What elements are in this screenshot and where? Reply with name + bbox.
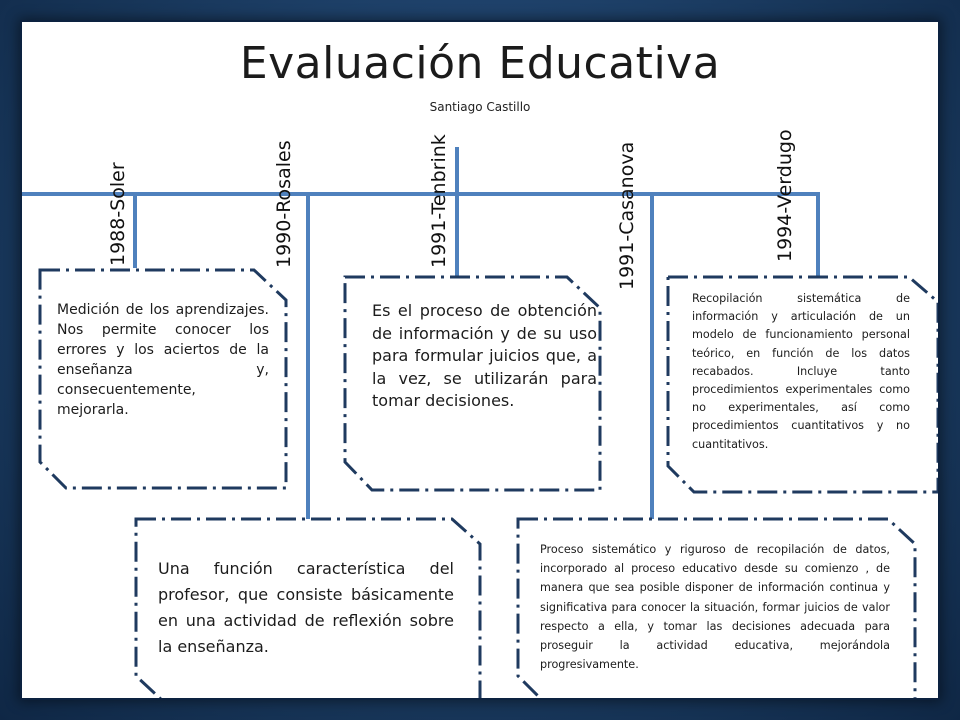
year-label-rosales: 1990-Rosales: [273, 140, 295, 268]
definition-text-casanova: Proceso sistemático y riguroso de recopilación de datos, incorporado al proceso educativo desde su comienzo , de manera que sea posible disponer de información continua y significativa para conocer la situación, formar juicios de valor respecto a ella, y tomar las decisiones adecuada para proseguir la actividad educativa, mejorándola progresivamente.: [540, 543, 890, 672]
year-label-tenbrink: 1991-Tenbrink: [428, 134, 450, 268]
slide: [22, 22, 938, 698]
definition-text-tenbrink: Es el proceso de obtención de información y de su uso para formular juicios que, a la vez, se utilizarán para tomar decisiones.: [372, 301, 597, 410]
definition-text-verdugo: Recopilación sistemática de información y articulación de un modelo de funcionamiento personal teórico, en función de los datos recabados. Incluye tanto procedimientos experimentales como no experimentales, así como procedimientos cuantitativos y no cuantitativos.: [692, 292, 910, 451]
page-subtitle: Santiago Castillo: [429, 100, 531, 114]
definition-text-soler: Medición de los aprendizajes. Nos permite conocer los errores y los aciertos de la enseñanza y, consecuentemente, mejorarla.: [57, 302, 269, 418]
year-label-verdugo: 1994-Verdugo: [774, 129, 796, 262]
year-label-casanova: 1991-Casanova: [616, 141, 638, 290]
definition-text-rosales: Una función característica del profesor, que consiste básicamente en una actividad de reflexión sobre la enseñanza.: [158, 559, 454, 656]
page-title: Evaluación Educativa: [239, 38, 721, 89]
year-label-soler: 1988-Soler: [107, 162, 129, 266]
